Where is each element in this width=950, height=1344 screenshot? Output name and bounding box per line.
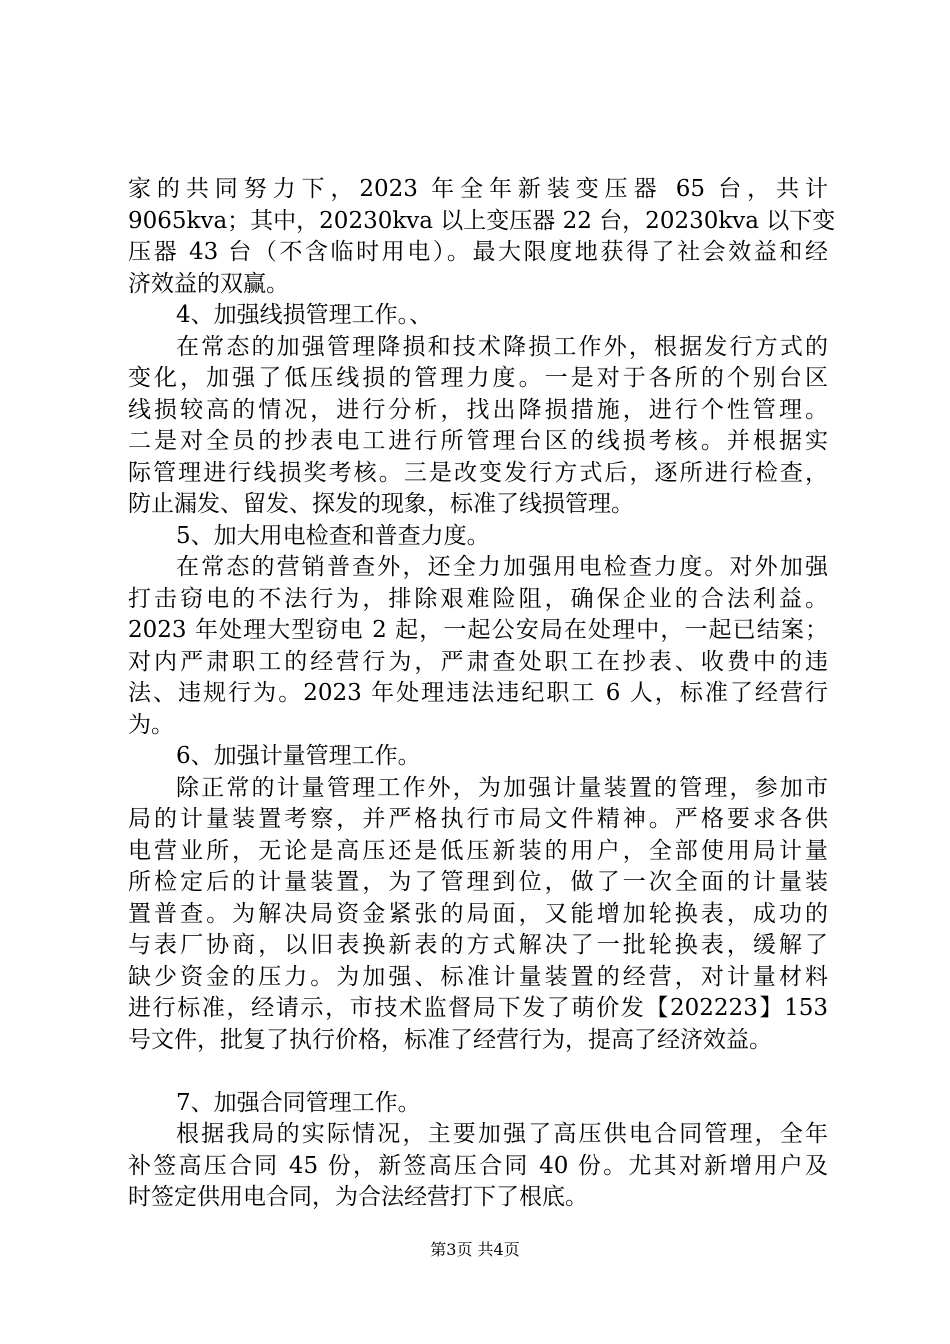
paragraph-line: 置普查。为解决局资金紧张的局面，又能增加轮换表，成功的 [128,900,828,927]
paragraph-gap [128,1056,828,1088]
paragraph-line: 在常态的营销普查外，还全力加强用电检查力度。对外加强 [176,554,828,580]
paragraph-line: 9065kva；其中，20230kva 以上变压器 22 台，20230kva 以下变 [128,207,836,234]
paragraph-line: 号文件，批复了执行价格，标准了经营行为，提高了经济效益。 [128,1026,772,1053]
paragraph-line: 防止漏发、留发、探发的现象，标准了线损管理。 [128,491,634,517]
paragraph-line: 时签定供用电合同，为合法经营打下了根底。 [128,1184,588,1210]
paragraph-line: 二是对全员的抄表电工进行所管理台区的线损考核。并根据实 [128,428,828,454]
paragraph-line: 压器 43 台（不含临时用电）。最大限度地获得了社会效益和经 [128,239,828,265]
paragraph-line: 2023 年处理大型窃电 2 起，一起公安局在处理中，一起已结案； [128,617,828,643]
paragraph-line: 为。 [128,711,174,738]
paragraph-line: 缺少资金的压力。为加强、标准计量装置的经营，对计量材料 [128,963,828,990]
paragraph-line: 与表厂协商，以旧表换新表的方式解决了一批轮换表，缓解了 [128,932,828,958]
paragraph-line: 法、违规行为。2023 年处理违法违纪职工 6 人，标准了经营行 [128,680,828,706]
paragraph-line: 对内严肃职工的经营行为，严肃查处职工在抄表、收费中的违 [128,648,828,675]
section-heading-6: 6、加强计量管理工作。 [176,743,421,769]
paragraph-line: 家的共同努力下，2023 年全年新装变压器 65 台，共计 [128,176,828,202]
paragraph-line: 变化，加强了低压线损的管理力度。一是对于各所的个别台区 [128,365,828,391]
paragraph-line: 打击窃电的不法行为，排除艰难险阻，确保企业的合法利益。 [128,585,828,612]
paragraph-line: 所检定后的计量装置，为了管理到位，做了一次全面的计量装 [128,869,828,895]
paragraph-line: 线损较高的情况，进行分析，找出降损措施，进行个性管理。 [128,396,828,423]
paragraph-line: 电营业所，无论是高压还是低压新装的用户，全部使用局计量 [128,837,828,864]
paragraph-line: 根据我局的实际情况，主要加强了高压供电合同管理，全年 [176,1121,828,1147]
section-heading-4: 4、加强线损管理工作。、 [176,302,433,328]
section-heading-7: 7、加强合同管理工作。 [176,1089,421,1116]
page-number-footer: 第3页 共4页 [430,1240,520,1259]
paragraph-line: 补签高压合同 45 份，新签高压合同 40 份。尤其对新增用户及 [128,1152,828,1179]
section-heading-5: 5、加大用电检查和普查力度。 [176,522,490,549]
paragraph-line: 济效益的双赢。 [128,270,289,297]
paragraph-line: 除正常的计量管理工作外，为加强计量装置的管理，参加市 [176,774,828,801]
paragraph-line: 际管理进行线损奖考核。三是改变发行方式后，逐所进行检查， [128,459,828,486]
paragraph-line: 在常态的加强管理降损和技术降损工作外，根据发行方式的 [176,333,828,360]
document-body [128,174,836,1214]
paragraph-line: 进行标准，经请示，市技术监督局下发了萌价发【202223】153 [128,995,828,1021]
paragraph-line: 局的计量装置考察，并严格执行市局文件精神。严格要求各供 [128,806,828,832]
